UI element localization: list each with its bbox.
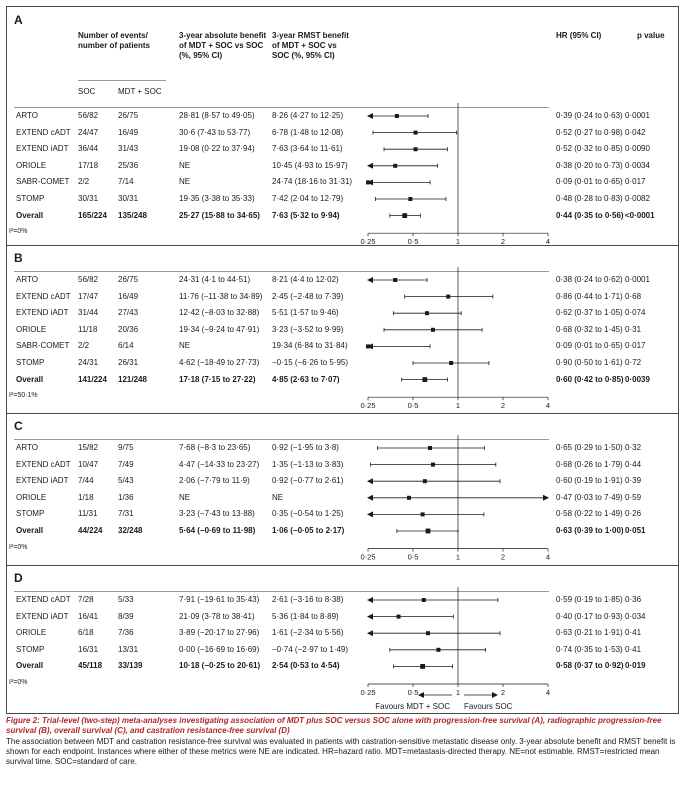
row-p: 0·41 <box>625 628 642 638</box>
header-pvalue: p value <box>637 31 665 40</box>
header-hr: HR (95% CI) <box>556 31 602 40</box>
row-hr: 0·60 (0·19 to 1·91) <box>556 476 623 486</box>
panel-separator <box>7 413 678 414</box>
forest-plot <box>0 435 685 569</box>
panel-separator <box>7 565 678 566</box>
heterogeneity: I²=0% <box>9 679 28 686</box>
row-study: EXTEND iADT <box>16 611 69 621</box>
row-benefit: 0·00 (−16·69 to 16·69) <box>179 644 260 654</box>
figure-caption <box>6 716 681 767</box>
favours-left-label: Favours MDT + SOC <box>375 702 450 711</box>
overall-rmst: 4·85 (2·63 to 7·07) <box>272 374 340 384</box>
row-study: EXTEND iADT <box>16 144 69 154</box>
row-rmst: 7·63 (3·64 to 11·61) <box>272 144 343 154</box>
row-study: STOMP <box>16 194 45 203</box>
row-p: 0·074 <box>625 308 646 318</box>
point-estimate-marker <box>423 479 427 483</box>
row-rmst: 6·78 (1·48 to 12·08) <box>272 127 344 137</box>
row-soc: 24/31 <box>78 358 99 367</box>
row-rmst: −0·15 (−6·26 to 5·95) <box>272 358 349 367</box>
point-estimate-marker <box>436 648 440 652</box>
row-p: 0·0001 <box>625 111 650 120</box>
row-hr: 0·38 (0·24 to 0·62) <box>556 275 623 284</box>
row-benefit: 7·91 (−19·61 to 35·43) <box>179 595 260 604</box>
row-soc: 11/31 <box>78 509 98 519</box>
ci-arrow-left <box>367 163 373 169</box>
row-rmst: NE <box>272 492 284 502</box>
overall-soc: 141/224 <box>78 374 107 384</box>
row-hr: 0·48 (0·28 to 0·83) <box>556 194 623 203</box>
row-p: 0·017 <box>625 177 646 187</box>
row-rmst: 2·61 (−3·16 to 8·38) <box>272 595 344 604</box>
row-benefit: 21·09 (3·78 to 38·41) <box>179 611 255 621</box>
row-p: 0·042 <box>625 127 646 137</box>
point-estimate-marker <box>431 463 435 467</box>
overall-benefit: 10·18 (−0·25 to 20·61) <box>179 661 261 671</box>
row-rmst: 5·36 (1·84 to 8·89) <box>272 611 339 621</box>
row-study: ARTO <box>16 111 38 120</box>
row-hr: 0·62 (0·37 to 1·05) <box>556 308 623 318</box>
row-soc: 6/18 <box>78 628 94 638</box>
point-estimate-marker <box>414 147 418 151</box>
row-mdt: 13/31 <box>118 644 139 654</box>
point-estimate-marker <box>397 615 401 619</box>
point-estimate-marker <box>425 311 429 315</box>
row-hr: 0·68 (0·26 to 1·79) <box>556 459 623 469</box>
row-benefit: 19·08 (0·22 to 37·94) <box>179 144 255 154</box>
row-mdt: 30/31 <box>118 194 139 203</box>
overall-benefit: 5·64 (−0·69 to 11·98) <box>179 526 256 535</box>
ci-arrow-left <box>367 113 373 119</box>
point-estimate-marker <box>408 197 412 201</box>
row-p: 0·017 <box>625 341 646 351</box>
row-rmst: 8·26 (4·27 to 12·25) <box>272 111 344 120</box>
point-estimate-marker <box>422 598 426 602</box>
row-hr: 0·63 (0·21 to 1·91) <box>556 628 623 638</box>
axis-tick-label: 0·5 <box>407 552 419 562</box>
row-hr: 0·59 (0·19 to 1·85) <box>556 595 623 604</box>
row-mdt: 7/36 <box>118 628 134 638</box>
row-soc: 16/41 <box>78 611 99 621</box>
row-mdt: 31/43 <box>118 144 139 154</box>
row-study: EXTEND iADT <box>16 308 69 318</box>
row-rmst: 0·92 (−1·95 to 3·8) <box>272 443 339 452</box>
subheader-soc: SOC <box>78 87 96 96</box>
overall-study: Overall <box>16 374 44 384</box>
header-rmst: 3-year RMST benefit of MDT + SOC vs SOC (%, 95% CI) <box>272 31 349 60</box>
panel-letter: C <box>14 419 23 433</box>
caption-title: Figure 2: Trial-level (two-step) meta-analyses investigating association of MDT plus SOC versus SOC alone with progression-free survival (A), radiographic progression-free survival (B), overall survival (C), and castration resistance-free survival (D) <box>6 716 662 736</box>
row-study: SABR-COMET <box>16 341 70 351</box>
heterogeneity: I²=0% <box>9 543 28 551</box>
overall-hr: 0·58 (0·37 to 0·92) <box>556 661 624 671</box>
overall-benefit: 17·18 (7·15 to 27·22) <box>179 374 256 384</box>
row-study: EXTEND cADT <box>16 127 71 137</box>
row-soc: 7/44 <box>78 476 94 486</box>
point-estimate-marker <box>426 631 430 635</box>
row-hr: 0·90 (0·50 to 1·61) <box>556 358 623 367</box>
point-estimate-marker <box>414 131 418 135</box>
row-benefit: 7·68 (−8·3 to 23·65) <box>179 443 251 452</box>
row-soc: 31/44 <box>78 308 99 318</box>
row-study: ARTO <box>16 275 38 284</box>
overall-rmst: 7·63 (5·32 to 9·94) <box>272 210 340 220</box>
row-mdt: 26/75 <box>118 111 139 120</box>
subheader-rule <box>78 80 166 81</box>
row-hr: 0·09 (0·01 to 0·65) <box>556 341 623 351</box>
axis-tick-label: 1 <box>455 688 461 697</box>
row-benefit: 11·76 (−11·38 to 34·89) <box>179 291 263 301</box>
point-estimate-marker <box>393 278 397 282</box>
axis-tick-label: 1 <box>455 237 461 247</box>
row-benefit: NE <box>179 177 191 187</box>
overall-soc: 44/224 <box>78 526 103 535</box>
row-soc: 16/31 <box>78 644 99 654</box>
row-p: 0·0001 <box>625 275 650 284</box>
overall-mdt: 135/248 <box>118 210 147 220</box>
row-mdt: 7/31 <box>118 509 134 519</box>
row-soc: 15/82 <box>78 443 99 452</box>
row-study: EXTEND iADT <box>16 476 69 486</box>
row-p: 0·59 <box>625 492 642 502</box>
forest-plot <box>0 267 685 417</box>
row-benefit: 19·34 (−9·24 to 47·91) <box>179 324 260 334</box>
row-study: SABR-COMET <box>16 177 70 187</box>
row-rmst: 19·34 (6·84 to 31·84) <box>272 341 348 351</box>
overall-soc: 45/118 <box>78 661 103 671</box>
pooled-estimate-marker <box>402 213 407 218</box>
axis-tick-label: 2 <box>500 688 506 697</box>
row-soc: 2/2 <box>78 341 90 351</box>
row-soc: 17/47 <box>78 291 99 301</box>
panel-separator <box>7 245 678 246</box>
row-mdt: 16/49 <box>118 291 139 301</box>
row-rmst: 24·74 (18·16 to 31·31) <box>272 177 353 187</box>
panel-letter: D <box>14 571 23 585</box>
overall-mdt: 32/248 <box>118 526 143 535</box>
point-estimate-marker <box>395 114 399 118</box>
subheader-mdt: MDT + SOC <box>118 87 162 96</box>
row-soc: 36/44 <box>78 144 99 154</box>
overall-p: 0·019 <box>625 661 646 671</box>
row-benefit: NE <box>179 160 191 170</box>
axis-tick-label: 1 <box>455 401 461 411</box>
row-mdt: 1/36 <box>118 492 134 502</box>
row-rmst: 10·45 (4·93 to 15·97) <box>272 160 348 170</box>
row-benefit: NE <box>179 341 191 351</box>
row-rmst: 1·35 (−1·13 to 3·83) <box>272 459 344 469</box>
axis-tick-label: 0·5 <box>407 237 419 247</box>
point-estimate-marker <box>393 164 397 168</box>
row-study: ORIOLE <box>16 160 47 170</box>
row-p: 0·31 <box>625 324 642 334</box>
row-hr: 0·52 (0·32 to 0·85) <box>556 144 623 154</box>
axis-tick-label: 0·25 <box>360 237 376 247</box>
row-mdt: 6/14 <box>118 341 134 351</box>
point-estimate-marker <box>366 180 370 184</box>
heterogeneity: I²=50·1% <box>9 392 38 400</box>
panel-letter: B <box>14 251 23 265</box>
point-estimate-marker <box>421 512 425 516</box>
row-benefit: 3·89 (−20·17 to 27·96) <box>179 628 260 638</box>
row-hr: 0·68 (0·32 to 1·45) <box>556 324 623 334</box>
row-p: 0·034 <box>625 611 646 621</box>
row-benefit: 19·35 (3·38 to 35·33) <box>179 194 255 203</box>
row-hr: 0·38 (0·20 to 0·73) <box>556 160 623 170</box>
overall-rmst: 2·54 (0·53 to 4·54) <box>272 661 340 671</box>
panel-letter: A <box>14 13 23 27</box>
row-hr: 0·39 (0·24 to 0·63) <box>556 111 623 120</box>
row-benefit: 12·42 (−8·03 to 32·88) <box>179 308 260 318</box>
row-p: 0·39 <box>625 476 642 486</box>
overall-hr: 0·44 (0·35 to 0·56) <box>556 210 624 220</box>
overall-study: Overall <box>16 210 44 220</box>
row-mdt: 7/49 <box>118 459 134 469</box>
row-mdt: 16/49 <box>118 127 139 137</box>
overall-mdt: 121/248 <box>118 374 147 384</box>
heterogeneity: I²=0% <box>9 228 28 236</box>
ci-arrow-left <box>367 478 373 484</box>
overall-hr: 0·63 (0·39 to 1·00) <box>556 526 624 535</box>
pooled-estimate-marker <box>422 377 427 382</box>
header-benefit: 3-year absolute benefit of MDT + SOC vs SOC (%, 95% CI) <box>179 31 267 60</box>
row-rmst: 5·51 (1·57 to 9·46) <box>272 308 339 318</box>
axis-tick-label: 1 <box>455 552 461 562</box>
row-soc: 7/28 <box>78 595 94 604</box>
row-benefit: 4·62 (−18·49 to 27·73) <box>179 358 260 367</box>
forest-plot <box>0 587 685 704</box>
ci-arrow-left <box>367 511 373 517</box>
row-hr: 0·65 (0·29 to 1·50) <box>556 443 623 452</box>
row-benefit: 2·06 (−7·79 to 11·9) <box>179 476 250 486</box>
row-p: 0·72 <box>625 358 642 367</box>
row-mdt: 26/75 <box>118 275 139 284</box>
axis-tick-label: 0·5 <box>407 401 419 411</box>
row-benefit: 28·81 (8·57 to 49·05) <box>179 111 255 120</box>
row-p: 0·0034 <box>625 160 650 170</box>
overall-p: <0·0001 <box>625 210 655 220</box>
row-soc: 2/2 <box>78 177 90 187</box>
row-study: STOMP <box>16 358 45 367</box>
point-estimate-marker <box>407 496 411 500</box>
overall-hr: 0·60 (0·42 to 0·85) <box>556 374 624 384</box>
row-soc: 56/82 <box>78 111 99 120</box>
row-p: 0·26 <box>625 509 642 519</box>
axis-tick-label: 2 <box>500 237 506 247</box>
row-hr: 0·86 (0·44 to 1·71) <box>556 291 623 301</box>
overall-p: 0·0039 <box>625 374 650 384</box>
axis-tick-label: 4 <box>545 688 551 697</box>
row-p: 0·41 <box>625 644 642 654</box>
overall-study: Overall <box>16 661 44 671</box>
overall-study: Overall <box>16 526 44 535</box>
ci-arrow-left <box>367 277 373 283</box>
row-p: 0·0090 <box>625 144 650 154</box>
axis-tick-label: 4 <box>545 552 551 562</box>
row-benefit: NE <box>179 492 191 502</box>
ci-arrow-left <box>367 630 373 636</box>
row-benefit: 3·23 (−7·43 to 13·88) <box>179 509 255 519</box>
row-p: 0·0082 <box>625 194 650 203</box>
row-hr: 0·47 (0·03 to 7·49) <box>556 492 623 502</box>
row-rmst: 0·92 (−0·77 to 2·61) <box>272 476 344 486</box>
row-hr: 0·09 (0·01 to 0·65) <box>556 177 623 187</box>
axis-tick-label: 0·25 <box>360 688 376 697</box>
row-hr: 0·40 (0·17 to 0·93) <box>556 611 623 621</box>
row-study: EXTEND cADT <box>16 595 71 604</box>
axis-tick-label: 0·25 <box>360 401 376 411</box>
row-soc: 10/47 <box>78 459 99 469</box>
caption-body: The association between MDT and castration resistance-free survival was evaluated in patients with castration-sensitive metastatic disease only. 3-year absolute benefit and RMST benefit is shown for each endpoint. Instances where either of these metrics were NE are indicated. HR=hazard ratio. MDT=metastasis-directed therapy. NE=not estimable. RMST=restricted mean survival time. SOC=standard of care. <box>6 736 676 767</box>
row-soc: 17/18 <box>78 160 99 170</box>
point-estimate-marker <box>449 361 453 365</box>
row-mdt: 26/31 <box>118 358 139 367</box>
row-study: STOMP <box>16 509 45 519</box>
row-rmst: 3·23 (−3·52 to 9·99) <box>272 324 344 334</box>
overall-rmst: 1·06 (−0·05 to 2·17) <box>272 526 345 535</box>
row-study: ORIOLE <box>16 324 47 334</box>
row-rmst: 7·42 (2·04 to 12·79) <box>272 194 344 203</box>
row-mdt: 25/36 <box>118 160 139 170</box>
axis-tick-label: 2 <box>500 401 506 411</box>
point-estimate-marker <box>428 446 432 450</box>
row-rmst: 1·61 (−2·34 to 5·56) <box>272 628 344 638</box>
row-study: ORIOLE <box>16 492 47 502</box>
ci-arrow-right <box>543 495 549 501</box>
row-benefit: 4·47 (−14·33 to 23·27) <box>179 459 260 469</box>
header-events: Number of events/ number of patients <box>78 31 151 50</box>
row-hr: 0·52 (0·27 to 0·98) <box>556 127 623 137</box>
point-estimate-marker <box>431 328 435 332</box>
overall-p: 0·051 <box>625 526 646 535</box>
row-study: EXTEND cADT <box>16 291 71 301</box>
row-mdt: 9/75 <box>118 443 134 452</box>
ci-arrow-left <box>367 597 373 603</box>
favours-right-label: Favours SOC <box>464 702 513 711</box>
row-mdt: 20/36 <box>118 324 139 334</box>
row-mdt: 8/39 <box>118 611 134 621</box>
point-estimate-marker <box>366 344 370 348</box>
axis-tick-label: 4 <box>545 237 551 247</box>
row-mdt: 5/33 <box>118 595 134 604</box>
ci-arrow-left <box>367 614 373 620</box>
row-p: 0·44 <box>625 459 642 469</box>
row-p: 0·36 <box>625 595 642 604</box>
row-soc: 24/47 <box>78 127 99 137</box>
row-study: EXTEND cADT <box>16 459 71 469</box>
row-soc: 1/18 <box>78 492 94 502</box>
row-mdt: 27/43 <box>118 308 139 318</box>
row-p: 0·68 <box>625 291 642 301</box>
row-soc: 56/82 <box>78 275 99 284</box>
overall-benefit: 25·27 (15·88 to 34·65) <box>179 210 260 220</box>
row-benefit: 24·31 (4·1 to 44·51) <box>179 275 251 284</box>
row-benefit: 30·6 (7·43 to 53·77) <box>179 127 251 137</box>
row-p: 0·32 <box>625 443 642 452</box>
row-rmst: 8·21 (4·4 to 12·02) <box>272 275 339 284</box>
axis-tick-label: 0·25 <box>360 552 376 562</box>
row-mdt: 7/14 <box>118 177 134 187</box>
row-hr: 0·58 (0·22 to 1·49) <box>556 509 623 519</box>
row-rmst: 2·45 (−2·48 to 7·39) <box>272 291 344 301</box>
row-rmst: −0·74 (−2·97 to 1·49) <box>272 644 349 654</box>
pooled-estimate-marker <box>420 664 425 669</box>
row-study: ORIOLE <box>16 628 47 638</box>
axis-tick-label: 0·5 <box>407 688 419 697</box>
axis-tick-label: 4 <box>545 401 551 411</box>
row-study: STOMP <box>16 644 45 654</box>
overall-soc: 165/224 <box>78 210 107 220</box>
row-rmst: 0·35 (−0·54 to 1·25) <box>272 509 344 519</box>
pooled-estimate-marker <box>426 529 431 534</box>
ci-arrow-left <box>367 495 373 501</box>
overall-mdt: 33/139 <box>118 661 143 671</box>
point-estimate-marker <box>446 295 450 299</box>
row-soc: 11/18 <box>78 324 98 334</box>
row-soc: 30/31 <box>78 194 99 203</box>
row-hr: 0·74 (0·35 to 1·53) <box>556 644 623 654</box>
axis-tick-label: 2 <box>500 552 506 562</box>
row-study: ARTO <box>16 443 38 452</box>
forest-plot <box>0 103 685 253</box>
row-mdt: 5/43 <box>118 476 134 486</box>
